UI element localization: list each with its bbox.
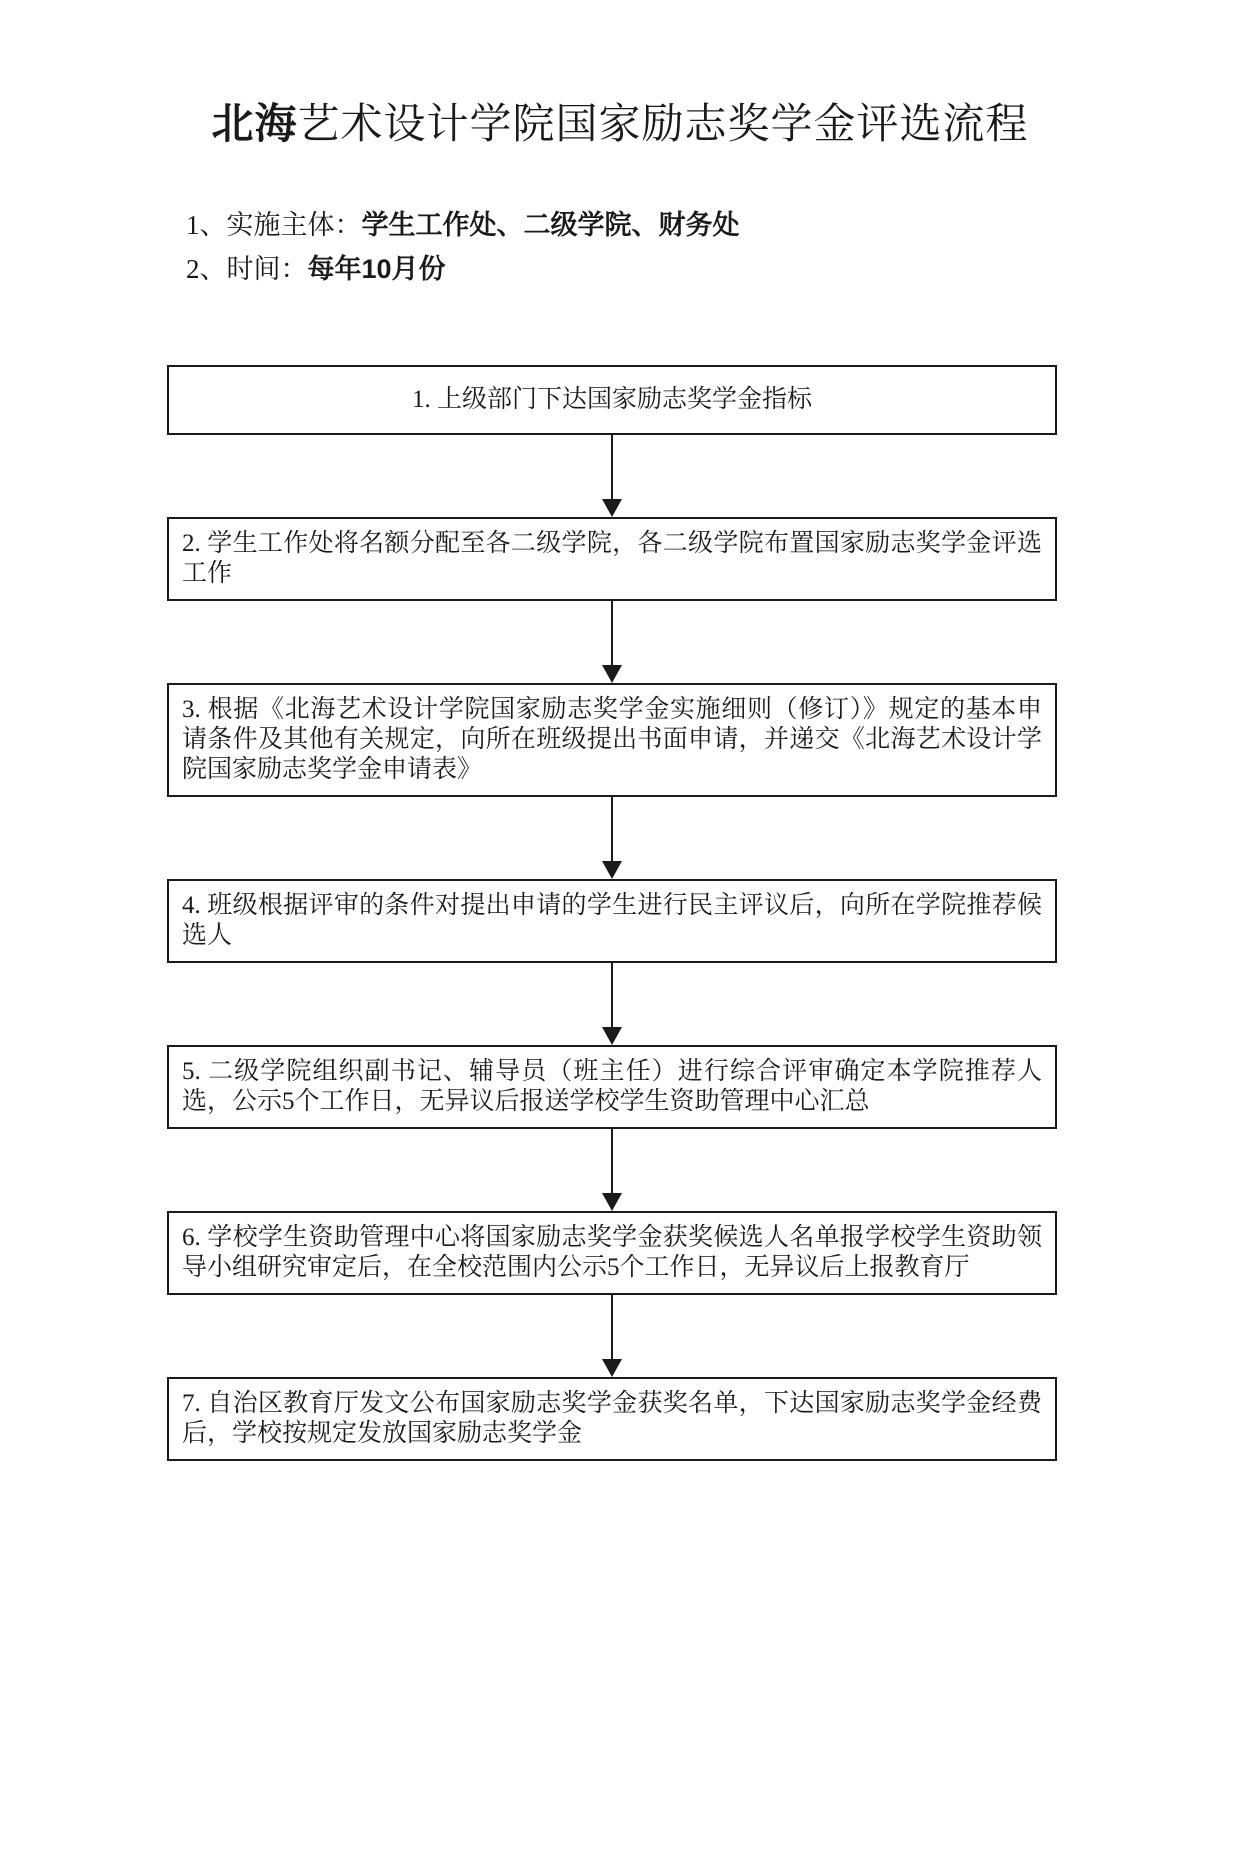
down-arrow-4 — [167, 963, 1057, 1045]
flow-step-6 — [167, 1211, 1057, 1295]
flow-step-5 — [167, 1045, 1057, 1129]
note-implementers — [186, 211, 1240, 239]
arrow-line — [611, 435, 613, 500]
flow-step-2 — [167, 517, 1057, 601]
arrow-head-icon — [602, 1193, 622, 1211]
down-arrow-6 — [167, 1295, 1057, 1377]
note-implementers-prefix: 1、实施主体： — [186, 210, 362, 240]
arrow-head-icon — [602, 1359, 622, 1377]
flow-step-4-label: 4. 班级根据评审的条件对提出申请的学生进行民主评议后，向所在学院推荐候选人 — [182, 892, 1042, 949]
document-page — [0, 96, 1240, 1850]
page-title — [0, 96, 1240, 151]
flow-step-3-label: 3. 根据《北海艺术设计学院国家励志奖学金实施细则（修订）》规定的基本申请条件及其他有关规定，向所在班级提出书面申请，并递交《北海艺术设计学院国家励志奖学金申请表》 — [182, 696, 1042, 783]
arrow-head-icon — [602, 1027, 622, 1045]
arrow-line — [611, 601, 613, 666]
down-arrow-3 — [167, 797, 1057, 879]
note-time — [186, 255, 1240, 283]
notes-list — [186, 211, 1240, 283]
arrow-line — [611, 1129, 613, 1194]
down-arrow-2 — [167, 601, 1057, 683]
down-arrow-1 — [167, 435, 1057, 517]
flow-step-3 — [167, 683, 1057, 797]
note-implementers-value: 学生工作处、二级学院、财务处 — [361, 210, 740, 240]
arrow-line — [611, 963, 613, 1028]
arrow-line — [611, 1295, 613, 1360]
note-time-prefix: 2、时间： — [186, 254, 308, 284]
flow-step-1 — [167, 365, 1057, 435]
flowchart — [167, 365, 1057, 1461]
title-emphasis: 北海 — [211, 100, 298, 147]
flow-step-5-label: 5. 二级学院组织副书记、辅导员（班主任）进行综合评审确定本学院推荐人选，公示5个工作日，无异议后报送学校学生资助管理中心汇总 — [182, 1058, 1042, 1115]
down-arrow-5 — [167, 1129, 1057, 1211]
arrow-line — [611, 797, 613, 862]
arrow-head-icon — [602, 665, 622, 683]
note-time-value: 每年10月份 — [307, 254, 446, 284]
flow-step-7-label: 7. 自治区教育厅发文公布国家励志奖学金获奖名单，下达国家励志奖学金经费后，学校按规定发放国家励志奖学金 — [182, 1390, 1042, 1447]
arrow-head-icon — [602, 861, 622, 879]
title-rest: 艺术设计学院国家励志奖学金评选流程 — [297, 100, 1029, 147]
flow-step-4 — [167, 879, 1057, 963]
flow-step-2-label: 2. 学生工作处将名额分配至各二级学院，各二级学院布置国家励志奖学金评选工作 — [182, 530, 1042, 587]
flow-step-6-label: 6. 学校学生资助管理中心将国家励志奖学金获奖候选人名单报学校学生资助领导小组研究审定后，在全校范围内公示5个工作日，无异议后上报教育厅 — [182, 1224, 1042, 1281]
flow-step-1-label: 1. 上级部门下达国家励志奖学金指标 — [411, 386, 812, 413]
arrow-head-icon — [602, 499, 622, 517]
flow-step-7 — [167, 1377, 1057, 1461]
